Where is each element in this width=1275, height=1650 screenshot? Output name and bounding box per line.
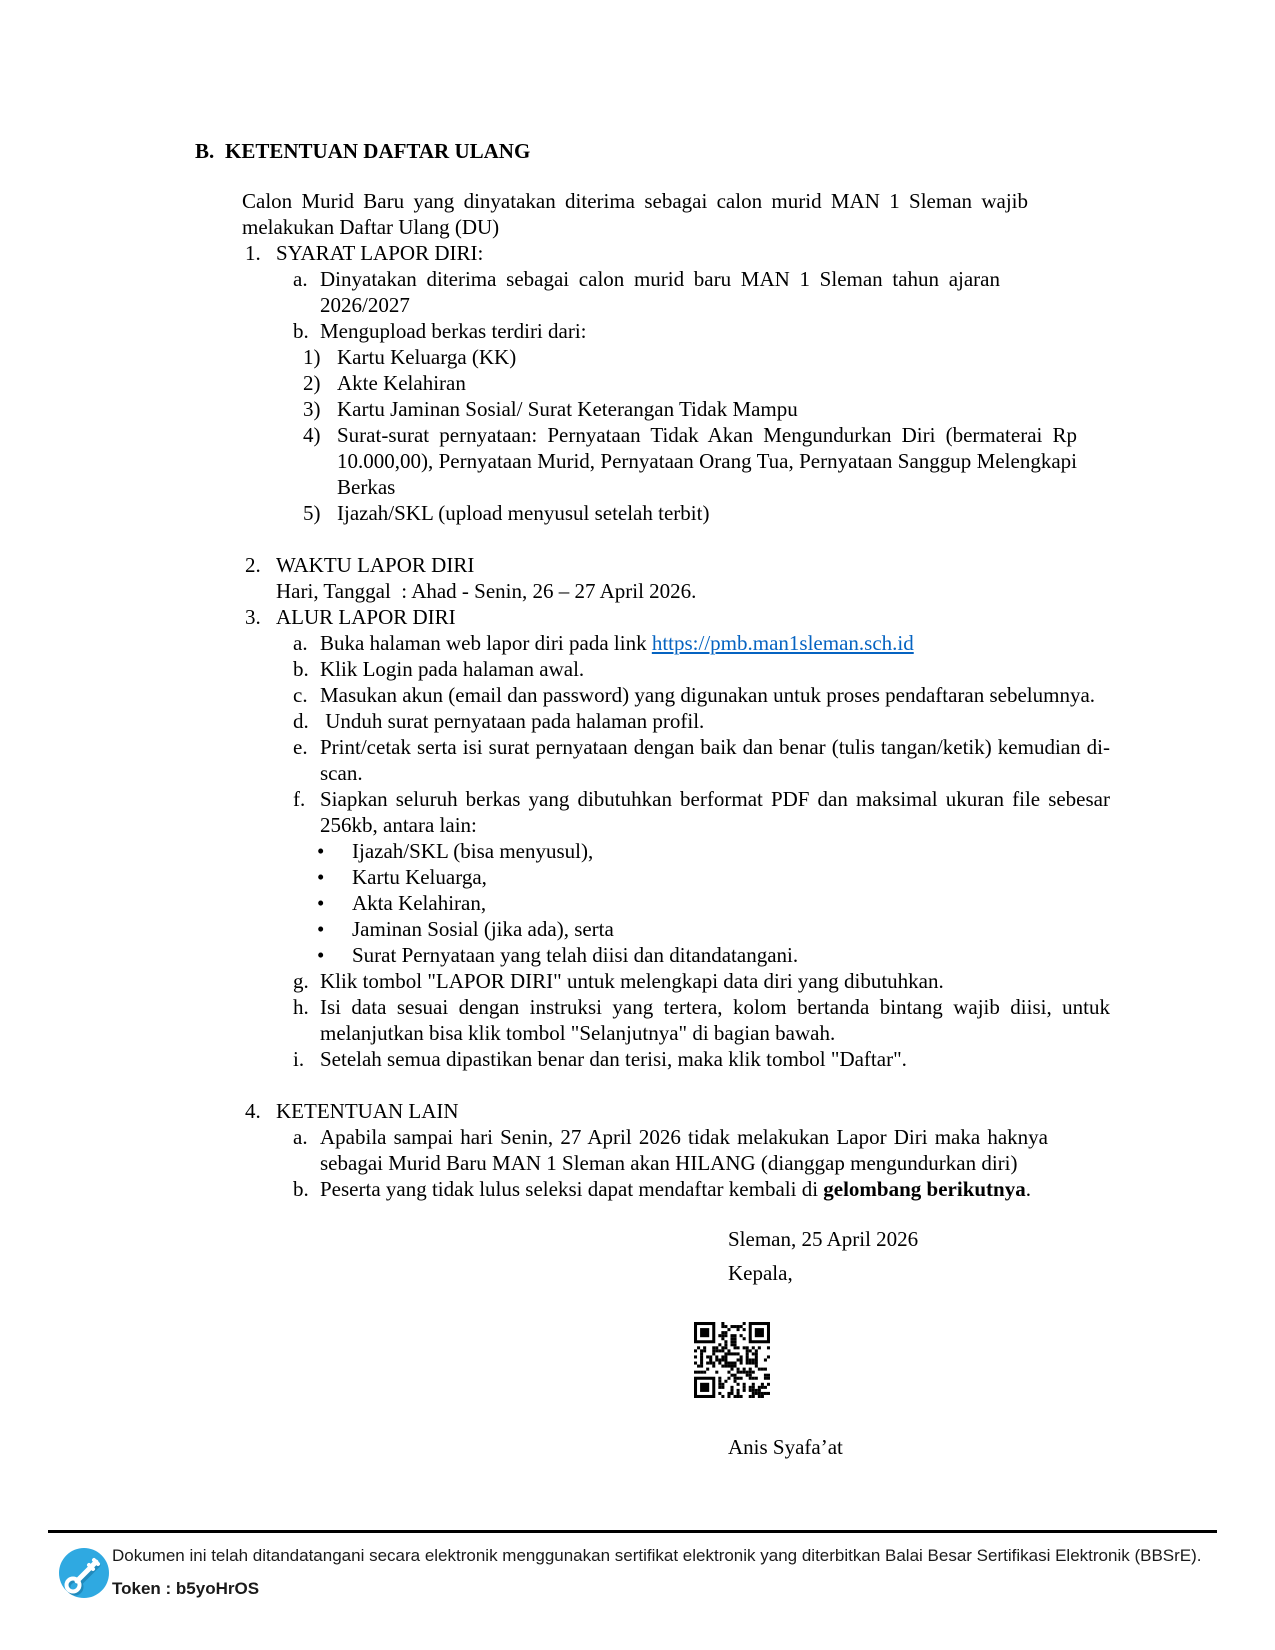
list-item xyxy=(0,994,1275,1046)
bullet-item xyxy=(0,838,1275,864)
list-item-text xyxy=(320,630,914,656)
list-marker: b. xyxy=(293,1177,309,1201)
list-item xyxy=(0,682,1275,708)
list-item-text: Unduh surat pernyataan pada halaman profil. xyxy=(320,709,705,733)
place-date-text: Sleman, 25 April 2026 xyxy=(728,1227,919,1251)
token-line xyxy=(112,1578,259,1600)
list-marker: a. xyxy=(293,1125,308,1149)
list-marker: a. xyxy=(293,631,308,655)
list-item-text: Siapkan seluruh berkas yang dibutuhkan berformat PDF dan maksimal ukuran file sebesar 256kb, antara lain: xyxy=(320,787,1110,837)
list-marker: d. xyxy=(293,709,309,733)
list-marker: h. xyxy=(293,995,309,1019)
section-2-title xyxy=(0,552,1275,578)
list-item xyxy=(0,630,1275,656)
section-title: WAKTU LAPOR DIRI xyxy=(276,553,475,577)
token-label: Token : xyxy=(112,1579,176,1598)
bullet-icon: • xyxy=(317,943,325,967)
link-prefix: Buka halaman web lapor diri pada link xyxy=(320,631,652,655)
list-item-text: Print/cetak serta isi surat pernyataan dengan baik dan benar (tulis tangan/ketik) kemudian di-scan. xyxy=(320,735,1110,785)
list-item xyxy=(0,370,1275,396)
bullet-text: Surat Pernyataan yang telah diisi dan ditandatangani. xyxy=(352,943,799,967)
list-marker: g. xyxy=(293,969,309,993)
emphasized-text: gelombang berikutnya xyxy=(823,1177,1026,1201)
section-4-title xyxy=(0,1098,1275,1124)
list-item xyxy=(0,656,1275,682)
text-suffix: . xyxy=(1025,1177,1031,1201)
esign-footer xyxy=(48,1530,1217,1598)
bullet-icon: • xyxy=(317,891,325,915)
signature-role xyxy=(0,1260,1275,1286)
list-marker: b. xyxy=(293,657,309,681)
list-item xyxy=(0,396,1275,422)
list-item-text: Klik Login pada halaman awal. xyxy=(320,657,585,681)
section-title: ALUR LAPOR DIRI xyxy=(276,605,456,629)
bullet-item xyxy=(0,942,1275,968)
list-marker: 2. xyxy=(245,553,261,577)
list-item-text xyxy=(320,1176,1031,1202)
list-marker: 2) xyxy=(303,371,321,395)
token-value: b5yoHrOS xyxy=(175,1579,260,1598)
bullet-icon: • xyxy=(317,865,325,889)
bullet-item xyxy=(0,890,1275,916)
heading-label: B. xyxy=(195,139,215,163)
list-marker: c. xyxy=(293,683,308,707)
section-title: SYARAT LAPOR DIRI: xyxy=(276,241,484,265)
list-item-text: Masukan akun (email dan password) yang digunakan untuk proses pendaftaran sebelumnya. xyxy=(320,683,1096,707)
signature-place-date xyxy=(0,1226,1275,1252)
list-item xyxy=(0,422,1275,500)
schedule-line xyxy=(0,578,1275,604)
bullet-text: Jaminan Sosial (jika ada), serta xyxy=(352,917,614,941)
signature-block xyxy=(0,1226,1275,1460)
list-marker: 3) xyxy=(303,397,321,421)
signer-name-text: Anis Syafa’at xyxy=(728,1435,843,1459)
list-item xyxy=(0,786,1275,838)
text-prefix: Peserta yang tidak lulus seleksi dapat mendaftar kembali di xyxy=(320,1177,824,1201)
list-marker: b. xyxy=(293,319,309,343)
list-marker: 4) xyxy=(303,423,321,447)
signature-name xyxy=(0,1434,1275,1460)
list-marker: a. xyxy=(293,267,308,291)
bullet-icon: • xyxy=(317,839,325,863)
role-text: Kepala, xyxy=(728,1261,793,1285)
list-item-text: Isi data sesuai dengan instruksi yang tertera, kolom bertanda bintang wajib diisi, untuk melanjutkan bisa klik tombol "Selanjutnya" di bagian bawah. xyxy=(320,995,1110,1045)
list-item-text: Dinyatakan diterima sebagai calon murid baru MAN 1 Sleman tahun ajaran 2026/2027 xyxy=(320,267,1000,317)
bullet-item xyxy=(0,864,1275,890)
list-marker: e. xyxy=(293,735,308,759)
list-item-text: Setelah semua dipastikan benar dan terisi, maka klik tombol "Daftar". xyxy=(320,1047,907,1071)
list-item-text: Kartu Jaminan Sosial/ Surat Keterangan Tidak Mampu xyxy=(337,397,798,421)
list-item-text: Kartu Keluarga (KK) xyxy=(337,345,517,369)
registration-link[interactable]: https://pmb.man1sleman.sch.id xyxy=(651,631,914,655)
signature-qr xyxy=(0,1322,1275,1398)
list-item xyxy=(0,968,1275,994)
list-item xyxy=(0,266,1275,318)
section-3-title xyxy=(0,604,1275,630)
list-item xyxy=(0,1124,1275,1176)
list-marker: f. xyxy=(293,787,306,811)
esign-statement: Dokumen ini telah ditandatangani secara elektronik menggunakan sertifikat elektronik yang diterbitkan Balai Besar Sertifikasi Elektronik (BBSrE). xyxy=(112,1546,1202,1565)
list-item xyxy=(0,344,1275,370)
bullet-item xyxy=(0,916,1275,942)
list-marker: 5) xyxy=(303,501,321,525)
list-item-text: Akte Kelahiran xyxy=(337,371,466,395)
list-item xyxy=(0,1176,1275,1202)
qr-code xyxy=(694,1322,770,1398)
list-marker: 3. xyxy=(245,605,261,629)
list-item xyxy=(0,708,1275,734)
list-item-text: Klik tombol "LAPOR DIRI" untuk melengkapi data diri yang dibutuhkan. xyxy=(320,969,944,993)
section-heading xyxy=(0,138,1275,164)
list-marker: 1) xyxy=(303,345,321,369)
list-item xyxy=(0,1046,1275,1072)
bullet-icon: • xyxy=(317,917,325,941)
list-marker: i. xyxy=(293,1047,305,1071)
bullet-text: Kartu Keluarga, xyxy=(352,865,487,889)
list-item-text: Apabila sampai hari Senin, 27 April 2026 tidak melakukan Lapor Diri maka haknya sebagai Murid Baru MAN 1 Sleman akan HILANG (dianggap mengundurkan diri) xyxy=(320,1125,1048,1175)
schedule-text: Hari, Tanggal : Ahad - Senin, 26 – 27 April 2026. xyxy=(276,579,697,603)
page-title: KETENTUAN DAFTAR ULANG xyxy=(225,139,531,163)
intro-paragraph: Calon Murid Baru yang dinyatakan diterima sebagai calon murid MAN 1 Sleman wajib melakukan Daftar Ulang (DU) xyxy=(242,189,1028,239)
list-item xyxy=(0,734,1275,786)
list-item-text: Mengupload berkas terdiri dari: xyxy=(320,319,587,343)
list-item-text: Ijazah/SKL (upload menyusul setelah terbit) xyxy=(337,501,710,525)
section-title: KETENTUAN LAIN xyxy=(276,1099,459,1123)
bullet-text: Ijazah/SKL (bisa menyusul), xyxy=(352,839,594,863)
list-item xyxy=(0,500,1275,526)
bullet-text: Akta Kelahiran, xyxy=(352,891,487,915)
section-1-title xyxy=(0,240,1275,266)
list-item-text: Surat-surat pernyataan: Pernyataan Tidak Akan Mengundurkan Diri (bermaterai Rp 10.000,00), Pernyataan Murid, Pernyataan Orang Tua, Pernyataan Sanggup Melengkapi Berkas xyxy=(337,423,1077,499)
bsre-key-logo-icon xyxy=(58,1547,110,1599)
list-item xyxy=(0,318,1275,344)
list-marker: 4. xyxy=(245,1099,261,1123)
list-marker: 1. xyxy=(245,241,261,265)
